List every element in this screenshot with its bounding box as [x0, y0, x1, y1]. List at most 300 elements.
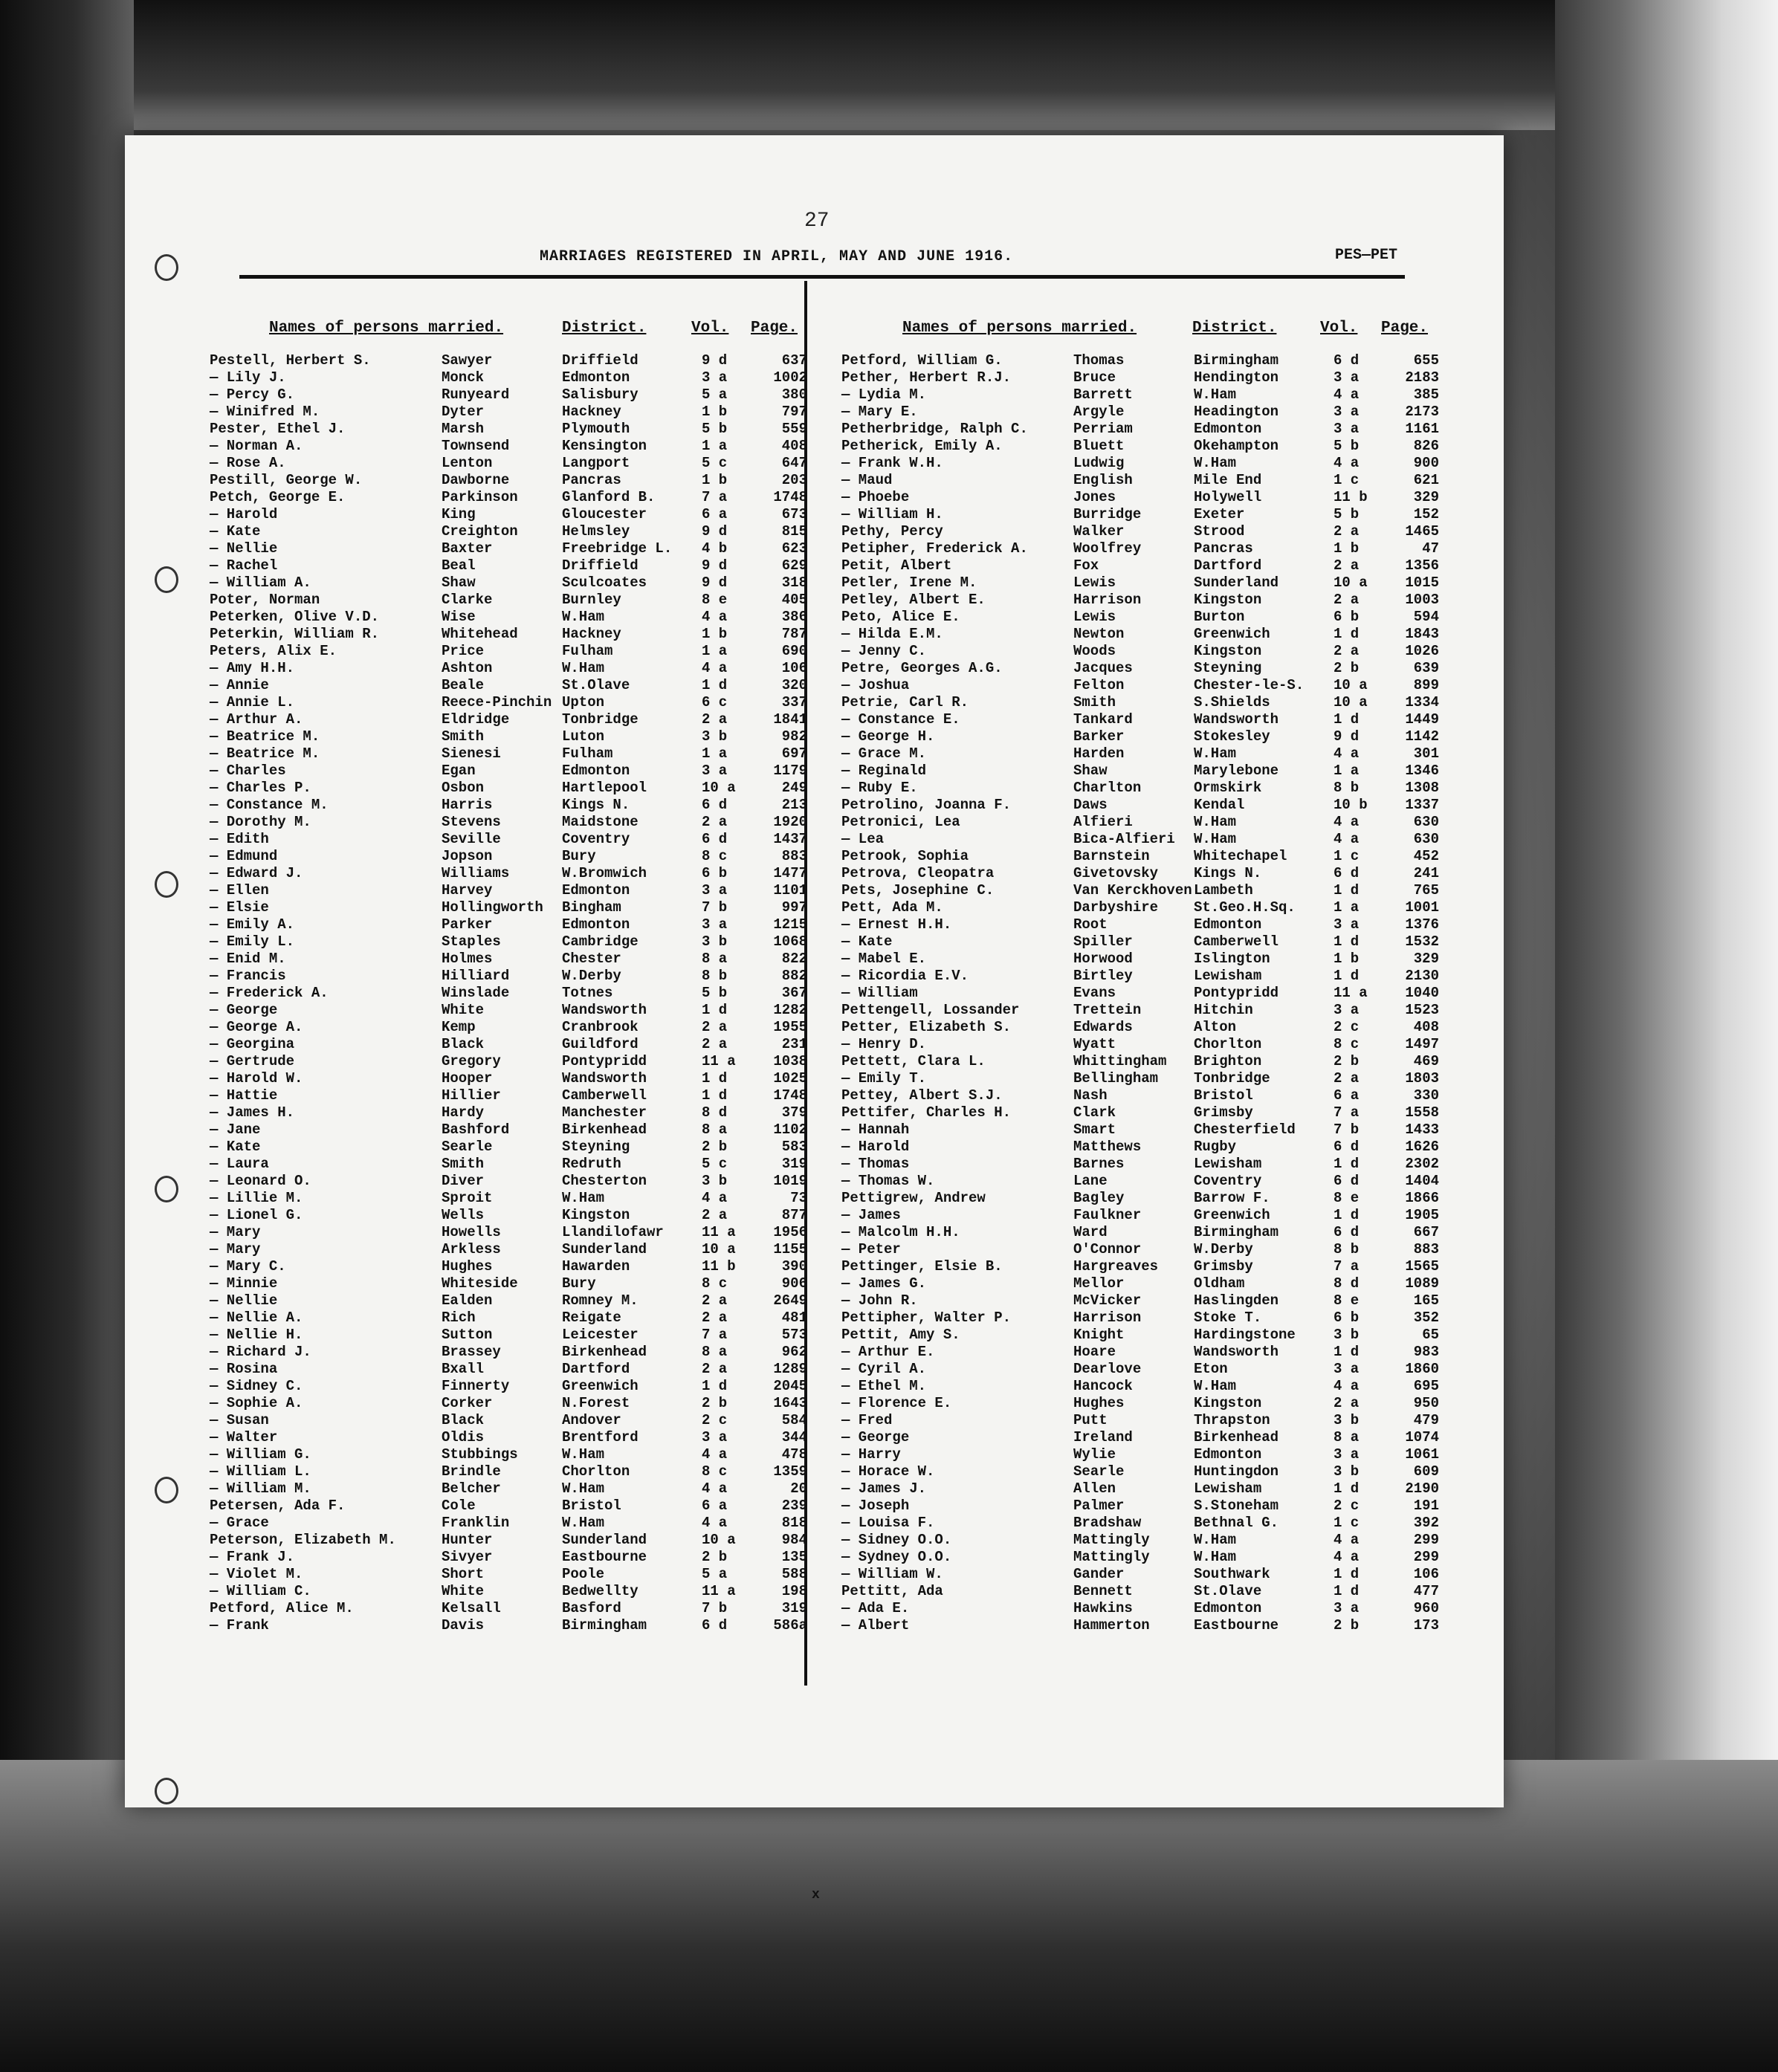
entry-district: Eastbourne	[1194, 1617, 1279, 1634]
entry-page: 479	[1413, 1412, 1439, 1428]
entry-page: 352	[1413, 1309, 1439, 1326]
entry-volume: 10 a	[1334, 677, 1368, 693]
entry-volume: 3 b	[1334, 1327, 1360, 1343]
punch-hole-icon	[155, 871, 178, 898]
entry-district: W.Ham	[1194, 1532, 1237, 1548]
entry-district: W.Ham	[1194, 745, 1237, 762]
entry-name: — James H.	[210, 1104, 295, 1121]
entry-district: Ormskirk	[1194, 780, 1262, 796]
entry-spouse-surname: Harvey	[442, 882, 493, 899]
entry-district: Hendington	[1194, 369, 1279, 386]
entry-page: 1626	[1405, 1139, 1439, 1155]
entry-volume: 2 a	[1334, 557, 1360, 574]
entry-name: Pettit, Amy S.	[841, 1327, 960, 1343]
entry-page: 1841	[773, 711, 807, 728]
entry-volume: 4 a	[1334, 814, 1360, 830]
entry-spouse-surname: Bagley	[1073, 1190, 1125, 1206]
entry-district: W.Derby	[1194, 1241, 1253, 1257]
entry-name: — Ellen	[210, 882, 269, 899]
entry-page: 1437	[773, 831, 807, 847]
entry-spouse-surname: Whittingham	[1073, 1053, 1167, 1069]
entry-page: 899	[1413, 677, 1439, 693]
entry-page: 1920	[773, 814, 807, 830]
entry-volume: 3 a	[702, 1429, 728, 1445]
entry-name: Petrova, Cleopatra	[841, 865, 995, 881]
entry-page: 559	[781, 421, 807, 437]
entry-volume: 1 d	[1334, 626, 1360, 642]
entry-name: — Emily A.	[210, 916, 295, 933]
entry-volume: 4 a	[1334, 1549, 1360, 1565]
entry-name: — Enid M.	[210, 951, 286, 967]
entry-volume: 3 a	[1334, 421, 1360, 437]
entry-district: W.Ham	[562, 1480, 605, 1497]
entry-page: 385	[1413, 386, 1439, 403]
entry-district: W.Ham	[1194, 831, 1237, 847]
entry-volume: 8 c	[702, 1463, 728, 1480]
entry-name: — Arthur A.	[210, 711, 303, 728]
entry-volume: 8 a	[1334, 1429, 1360, 1445]
entry-district: W.Ham	[562, 660, 605, 676]
entry-spouse-surname: Mattingly	[1073, 1549, 1150, 1565]
entry-spouse-surname: Palmer	[1073, 1498, 1125, 1514]
entry-name: Pestell, Herbert S.	[210, 352, 371, 369]
entry-district: Reigate	[562, 1309, 621, 1326]
entry-spouse-surname: Franklin	[442, 1515, 510, 1531]
entry-spouse-surname: Lewis	[1073, 574, 1116, 591]
entry-district: Fulham	[562, 643, 613, 659]
entry-volume: 11 a	[702, 1583, 736, 1599]
entry-spouse-surname: Wyatt	[1073, 1036, 1116, 1052]
entry-page: 330	[1413, 1087, 1439, 1104]
entry-name: Petipher, Frederick A.	[841, 540, 1028, 557]
entry-page: 697	[781, 745, 807, 762]
entry-page: 950	[1413, 1395, 1439, 1411]
entry-name: Peterkin, William R.	[210, 626, 380, 642]
entry-name: — Edith	[210, 831, 269, 847]
entry-district: Brighton	[1194, 1053, 1262, 1069]
entry-spouse-surname: Givetovsky	[1073, 865, 1159, 881]
entry-volume: 5 b	[702, 421, 728, 437]
entry-name: — William L.	[210, 1463, 311, 1480]
entry-page: 1308	[1405, 780, 1439, 796]
entry-district: Birmingham	[1194, 1224, 1279, 1240]
entry-page: 583	[781, 1139, 807, 1155]
entry-district: Edmonton	[1194, 916, 1262, 933]
entry-name: — Thomas W.	[841, 1173, 935, 1189]
entry-spouse-surname: Wise	[442, 609, 476, 625]
entry-name: — Cyril A.	[841, 1361, 927, 1377]
right-col-header-district: District.	[1192, 320, 1277, 337]
surname-range: PES—PET	[1335, 247, 1398, 264]
entry-district: Lambeth	[1194, 882, 1253, 899]
entry-name: — Kate	[841, 933, 893, 950]
entry-spouse-surname: Spiller	[1073, 933, 1133, 950]
entry-volume: 1 d	[1334, 1344, 1360, 1360]
entry-spouse-surname: Parkinson	[442, 489, 518, 505]
entry-page: 452	[1413, 848, 1439, 864]
entry-name: — Emily T.	[841, 1070, 927, 1087]
entry-name: — Nellie	[210, 1292, 278, 1309]
entry-volume: 8 b	[702, 968, 728, 984]
entry-name: Petrolino, Joanna F.	[841, 797, 1012, 813]
entry-district: Mile End	[1194, 472, 1262, 488]
entry-spouse-surname: Nash	[1073, 1087, 1108, 1104]
entry-name: Pettey, Albert S.J.	[841, 1087, 1003, 1104]
entry-volume: 2 c	[1334, 1019, 1360, 1035]
entry-volume: 4 a	[702, 609, 728, 625]
entry-spouse-surname: Sawyer	[442, 352, 493, 369]
entry-volume: 8 c	[702, 848, 728, 864]
entry-page: 135	[781, 1549, 807, 1565]
entry-page: 329	[1413, 489, 1439, 505]
entry-district: Camberwell	[562, 1087, 647, 1104]
entry-page: 1860	[1405, 1361, 1439, 1377]
entry-district: Gloucester	[562, 506, 647, 522]
entry-district: W.Ham	[562, 1190, 605, 1206]
entry-district: N.Forest	[562, 1395, 630, 1411]
entry-page: 1002	[773, 369, 807, 386]
entry-volume: 7 b	[702, 899, 728, 916]
entry-page: 765	[1413, 882, 1439, 899]
entry-page: 630	[1413, 831, 1439, 847]
entry-district: Barrow F.	[1194, 1190, 1270, 1206]
entry-name: — William C.	[210, 1583, 311, 1599]
entry-district: St.Geo.H.Sq.	[1194, 899, 1296, 916]
entry-district: Steyning	[562, 1139, 630, 1155]
entry-district: Edmonton	[1194, 421, 1262, 437]
left-col-header-names: Names of persons married.	[269, 320, 504, 337]
entry-volume: 1 b	[702, 626, 728, 642]
entry-spouse-surname: Corker	[442, 1395, 493, 1411]
entry-page: 319	[781, 1600, 807, 1616]
entry-volume: 3 a	[1334, 1446, 1360, 1463]
entry-page: 1282	[773, 1002, 807, 1018]
entry-spouse-surname: Gander	[1073, 1566, 1125, 1582]
entry-district: Edmonton	[562, 916, 630, 933]
entry-name: — Lydia M.	[841, 386, 927, 403]
entry-volume: 11 a	[702, 1224, 736, 1240]
entry-volume: 7 a	[1334, 1104, 1360, 1121]
entry-volume: 8 e	[1334, 1292, 1360, 1309]
entry-page: 191	[1413, 1498, 1439, 1514]
entry-district: Stoke T.	[1194, 1309, 1262, 1326]
entry-name: — Beatrice M.	[210, 728, 320, 745]
entry-district: Edmonton	[562, 882, 630, 899]
entry-district: Helmsley	[562, 523, 630, 540]
entry-page: 1074	[1405, 1429, 1439, 1445]
entry-spouse-surname: Hughes	[442, 1258, 493, 1275]
entry-name: Pether, Herbert R.J.	[841, 369, 1012, 386]
entry-page: 198	[781, 1583, 807, 1599]
entry-page: 1015	[1405, 574, 1439, 591]
entry-name: — Ruby E.	[841, 780, 918, 796]
entry-name: — Sidney C.	[210, 1378, 303, 1394]
entry-name: Pettett, Clara L.	[841, 1053, 986, 1069]
entry-district: Alton	[1194, 1019, 1237, 1035]
entry-spouse-surname: Alfieri	[1073, 814, 1133, 830]
entry-spouse-surname: Barnstein	[1073, 848, 1150, 864]
entry-spouse-surname: Lewis	[1073, 609, 1116, 625]
entry-page: 1532	[1405, 933, 1439, 950]
entry-district: Chester-le-S.	[1194, 677, 1305, 693]
entry-volume: 2 a	[702, 814, 728, 830]
entry-page: 390	[781, 1258, 807, 1275]
entry-volume: 6 c	[702, 694, 728, 710]
entry-name: — Harold	[841, 1139, 910, 1155]
entry-district: Cranbrook	[562, 1019, 639, 1035]
entry-name: — Annie	[210, 677, 269, 693]
entry-name: — William M.	[210, 1480, 311, 1497]
entry-volume: 8 e	[702, 592, 728, 608]
entry-spouse-surname: Osbon	[442, 780, 485, 796]
entry-district: Plymouth	[562, 421, 630, 437]
entry-name: — Richard J.	[210, 1344, 311, 1360]
entry-spouse-surname: Rich	[442, 1309, 476, 1326]
entry-volume: 4 a	[1334, 1532, 1360, 1548]
entry-page: 1001	[1405, 899, 1439, 916]
entry-volume: 7 a	[1334, 1258, 1360, 1275]
entry-spouse-surname: Harrison	[1073, 592, 1142, 608]
entry-name: — Kate	[210, 1139, 261, 1155]
entry-name: — Constance E.	[841, 711, 960, 728]
entry-volume: 6 b	[1334, 1309, 1360, 1326]
entry-spouse-surname: Hammerton	[1073, 1617, 1150, 1634]
entry-page: 1449	[1405, 711, 1439, 728]
entry-name: — Violet M.	[210, 1566, 303, 1582]
entry-district: Burton	[1194, 609, 1245, 625]
entry-district: Kensington	[562, 438, 647, 454]
entry-name: — Rosina	[210, 1361, 278, 1377]
entry-page: 630	[1413, 814, 1439, 830]
entry-page: 787	[781, 626, 807, 642]
entry-volume: 1 d	[1334, 1566, 1360, 1582]
entry-district: Wandsworth	[562, 1002, 647, 1018]
entry-volume: 8 b	[1334, 780, 1360, 796]
entry-volume: 4 a	[1334, 831, 1360, 847]
entry-page: 301	[1413, 745, 1439, 762]
entry-spouse-surname: Stevens	[442, 814, 501, 830]
entry-spouse-surname: Bennett	[1073, 1583, 1133, 1599]
entry-volume: 3 b	[1334, 1463, 1360, 1480]
entry-page: 2649	[773, 1292, 807, 1309]
entry-spouse-surname: Hooper	[442, 1070, 493, 1087]
entry-spouse-surname: Woolfrey	[1073, 540, 1142, 557]
entry-district: Bury	[562, 848, 596, 864]
entry-name: — Sydney O.O.	[841, 1549, 952, 1565]
entry-name: — William W.	[841, 1566, 943, 1582]
entry-page: 1346	[1405, 763, 1439, 779]
entry-name: — Frank W.H.	[841, 455, 943, 471]
entry-name: — Frank	[210, 1617, 269, 1634]
entry-spouse-surname: Dyter	[442, 404, 485, 420]
entry-page: 329	[1413, 951, 1439, 967]
entry-volume: 9 d	[702, 557, 728, 574]
entry-district: Kingston	[1194, 592, 1262, 608]
entry-page: 469	[1413, 1053, 1439, 1069]
entry-spouse-surname: Harden	[1073, 745, 1125, 762]
entry-name: — Rachel	[210, 557, 278, 574]
entry-name: — Grace M.	[841, 745, 927, 762]
entry-page: 173	[1413, 1617, 1439, 1634]
entry-page: 1025	[773, 1070, 807, 1087]
entry-page: 690	[781, 643, 807, 659]
entry-volume: 7 b	[702, 1600, 728, 1616]
entry-district: Fulham	[562, 745, 613, 762]
entry-district: Kingston	[1194, 643, 1262, 659]
entry-volume: 3 b	[702, 933, 728, 950]
entry-district: Tonbridge	[1194, 1070, 1270, 1087]
entry-district: Pancras	[1194, 540, 1253, 557]
entry-volume: 1 d	[1334, 1207, 1360, 1223]
entry-page: 1433	[1405, 1121, 1439, 1138]
entry-spouse-surname: Allen	[1073, 1480, 1116, 1497]
entry-page: 203	[781, 472, 807, 488]
entry-volume: 2 a	[702, 711, 728, 728]
entry-name: — Harold	[210, 506, 278, 522]
entry-name: — Walter	[210, 1429, 278, 1445]
entry-district: Luton	[562, 728, 605, 745]
entry-volume: 5 b	[1334, 438, 1360, 454]
entry-spouse-surname: Birtley	[1073, 968, 1133, 984]
entry-page: 655	[1413, 352, 1439, 369]
entry-district: Pontypridd	[1194, 985, 1279, 1001]
entry-name: Petford, William G.	[841, 352, 1003, 369]
entry-name: Pets, Josephine C.	[841, 882, 995, 899]
entry-volume: 7 b	[1334, 1121, 1360, 1138]
register-page	[125, 135, 1504, 1807]
entry-volume: 6 a	[702, 506, 728, 522]
entry-page: 380	[781, 386, 807, 403]
entry-page: 1843	[1405, 626, 1439, 642]
entry-volume: 1 d	[1334, 1156, 1360, 1172]
entry-spouse-surname: Fox	[1073, 557, 1099, 574]
entry-spouse-surname: Short	[442, 1566, 485, 1582]
entry-page: 408	[781, 438, 807, 454]
entry-spouse-surname: Cole	[442, 1498, 476, 1514]
entry-spouse-surname: Egan	[442, 763, 476, 779]
entry-spouse-surname: Mattingly	[1073, 1532, 1150, 1548]
entry-volume: 3 a	[702, 763, 728, 779]
entry-spouse-surname: Whiteside	[442, 1275, 518, 1292]
entry-page: 477	[1413, 1583, 1439, 1599]
entry-district: Hardingstone	[1194, 1327, 1296, 1343]
entry-spouse-surname: Woods	[1073, 643, 1116, 659]
entry-name: — Laura	[210, 1156, 269, 1172]
entry-page: 1643	[773, 1395, 807, 1411]
entry-page: 344	[781, 1429, 807, 1445]
entry-district: Stokesley	[1194, 728, 1270, 745]
entry-volume: 11 a	[702, 1053, 736, 1069]
entry-name: — Charles P.	[210, 780, 311, 796]
entry-district: Okehampton	[1194, 438, 1279, 454]
entry-volume: 10 a	[702, 1532, 736, 1548]
entry-spouse-surname: White	[442, 1002, 485, 1018]
entry-spouse-surname: Jopson	[442, 848, 493, 864]
entry-page: 386	[781, 609, 807, 625]
entry-page: 20	[790, 1480, 807, 1497]
entry-spouse-surname: Burridge	[1073, 506, 1142, 522]
entry-name: — Georgina	[210, 1036, 295, 1052]
entry-volume: 1 d	[702, 1002, 728, 1018]
entry-spouse-surname: Diver	[442, 1173, 485, 1189]
entry-name: — Henry D.	[841, 1036, 927, 1052]
entry-volume: 2 c	[702, 1412, 728, 1428]
entry-volume: 8 a	[702, 1344, 728, 1360]
entry-page: 1215	[773, 916, 807, 933]
entry-name: — Nellie A.	[210, 1309, 303, 1326]
entry-name: — Winifred M.	[210, 404, 320, 420]
entry-district: Lewisham	[1194, 1480, 1262, 1497]
entry-volume: 7 a	[702, 489, 728, 505]
entry-name: — Mary E.	[841, 404, 918, 420]
entry-page: 2183	[1405, 369, 1439, 386]
entry-volume: 3 a	[1334, 369, 1360, 386]
entry-spouse-surname: Ludwig	[1073, 455, 1125, 471]
entry-spouse-surname: Faulkner	[1073, 1207, 1142, 1223]
page-number: 27	[804, 210, 830, 233]
entry-spouse-surname: Oldis	[442, 1429, 485, 1445]
entry-district: Steyning	[1194, 660, 1262, 676]
entry-page: 1565	[1405, 1258, 1439, 1275]
entry-page: 826	[1413, 438, 1439, 454]
entry-spouse-surname: Winslade	[442, 985, 510, 1001]
entry-page: 1748	[773, 489, 807, 505]
entry-volume: 4 a	[702, 660, 728, 676]
entry-spouse-surname: Trettein	[1073, 1002, 1142, 1018]
entry-district: S.Stoneham	[1194, 1498, 1279, 1514]
entry-page: 249	[781, 780, 807, 796]
entry-spouse-surname: Smith	[442, 1156, 485, 1172]
entry-name: — Louisa F.	[841, 1515, 935, 1531]
entry-district: Burnley	[562, 592, 621, 608]
entry-district: Birkenhead	[1194, 1429, 1279, 1445]
entry-page: 1905	[1405, 1207, 1439, 1223]
entry-spouse-surname: Kemp	[442, 1019, 476, 1035]
entry-name: — George	[841, 1429, 910, 1445]
entry-volume: 1 b	[702, 404, 728, 420]
entry-district: Kings N.	[1194, 865, 1262, 881]
entry-district: Rugby	[1194, 1139, 1237, 1155]
entry-name: — Annie L.	[210, 694, 295, 710]
entry-district: W.Ham	[562, 609, 605, 625]
entry-page: 65	[1422, 1327, 1439, 1343]
entry-spouse-surname: Hancock	[1073, 1378, 1133, 1394]
entry-spouse-surname: Root	[1073, 916, 1108, 933]
entry-district: Driffield	[562, 352, 639, 369]
entry-name: — Reginald	[841, 763, 927, 779]
entry-spouse-surname: Hardy	[442, 1104, 485, 1121]
entry-name: — Mabel E.	[841, 951, 927, 967]
entry-volume: 1 d	[1334, 1583, 1360, 1599]
entry-name: — Lily J.	[210, 369, 286, 386]
entry-name: Petronici, Lea	[841, 814, 960, 830]
entry-spouse-surname: Daws	[1073, 797, 1108, 813]
entry-district: Eastbourne	[562, 1549, 647, 1565]
entry-spouse-surname: Black	[442, 1412, 485, 1428]
entry-district: Exeter	[1194, 506, 1245, 522]
entry-district: W.Ham	[1194, 1549, 1237, 1565]
entry-name: Pettinger, Elsie B.	[841, 1258, 1003, 1275]
entry-spouse-surname: Beal	[442, 557, 476, 574]
entry-district: Manchester	[562, 1104, 647, 1121]
entry-district: Sunderland	[562, 1532, 647, 1548]
entry-volume: 2 c	[1334, 1498, 1360, 1514]
entry-spouse-surname: McVicker	[1073, 1292, 1142, 1309]
entry-page: 984	[781, 1532, 807, 1548]
entry-page: 2130	[1405, 968, 1439, 984]
entry-name: — Malcolm H.H.	[841, 1224, 960, 1240]
entry-district: Hawarden	[562, 1258, 630, 1275]
